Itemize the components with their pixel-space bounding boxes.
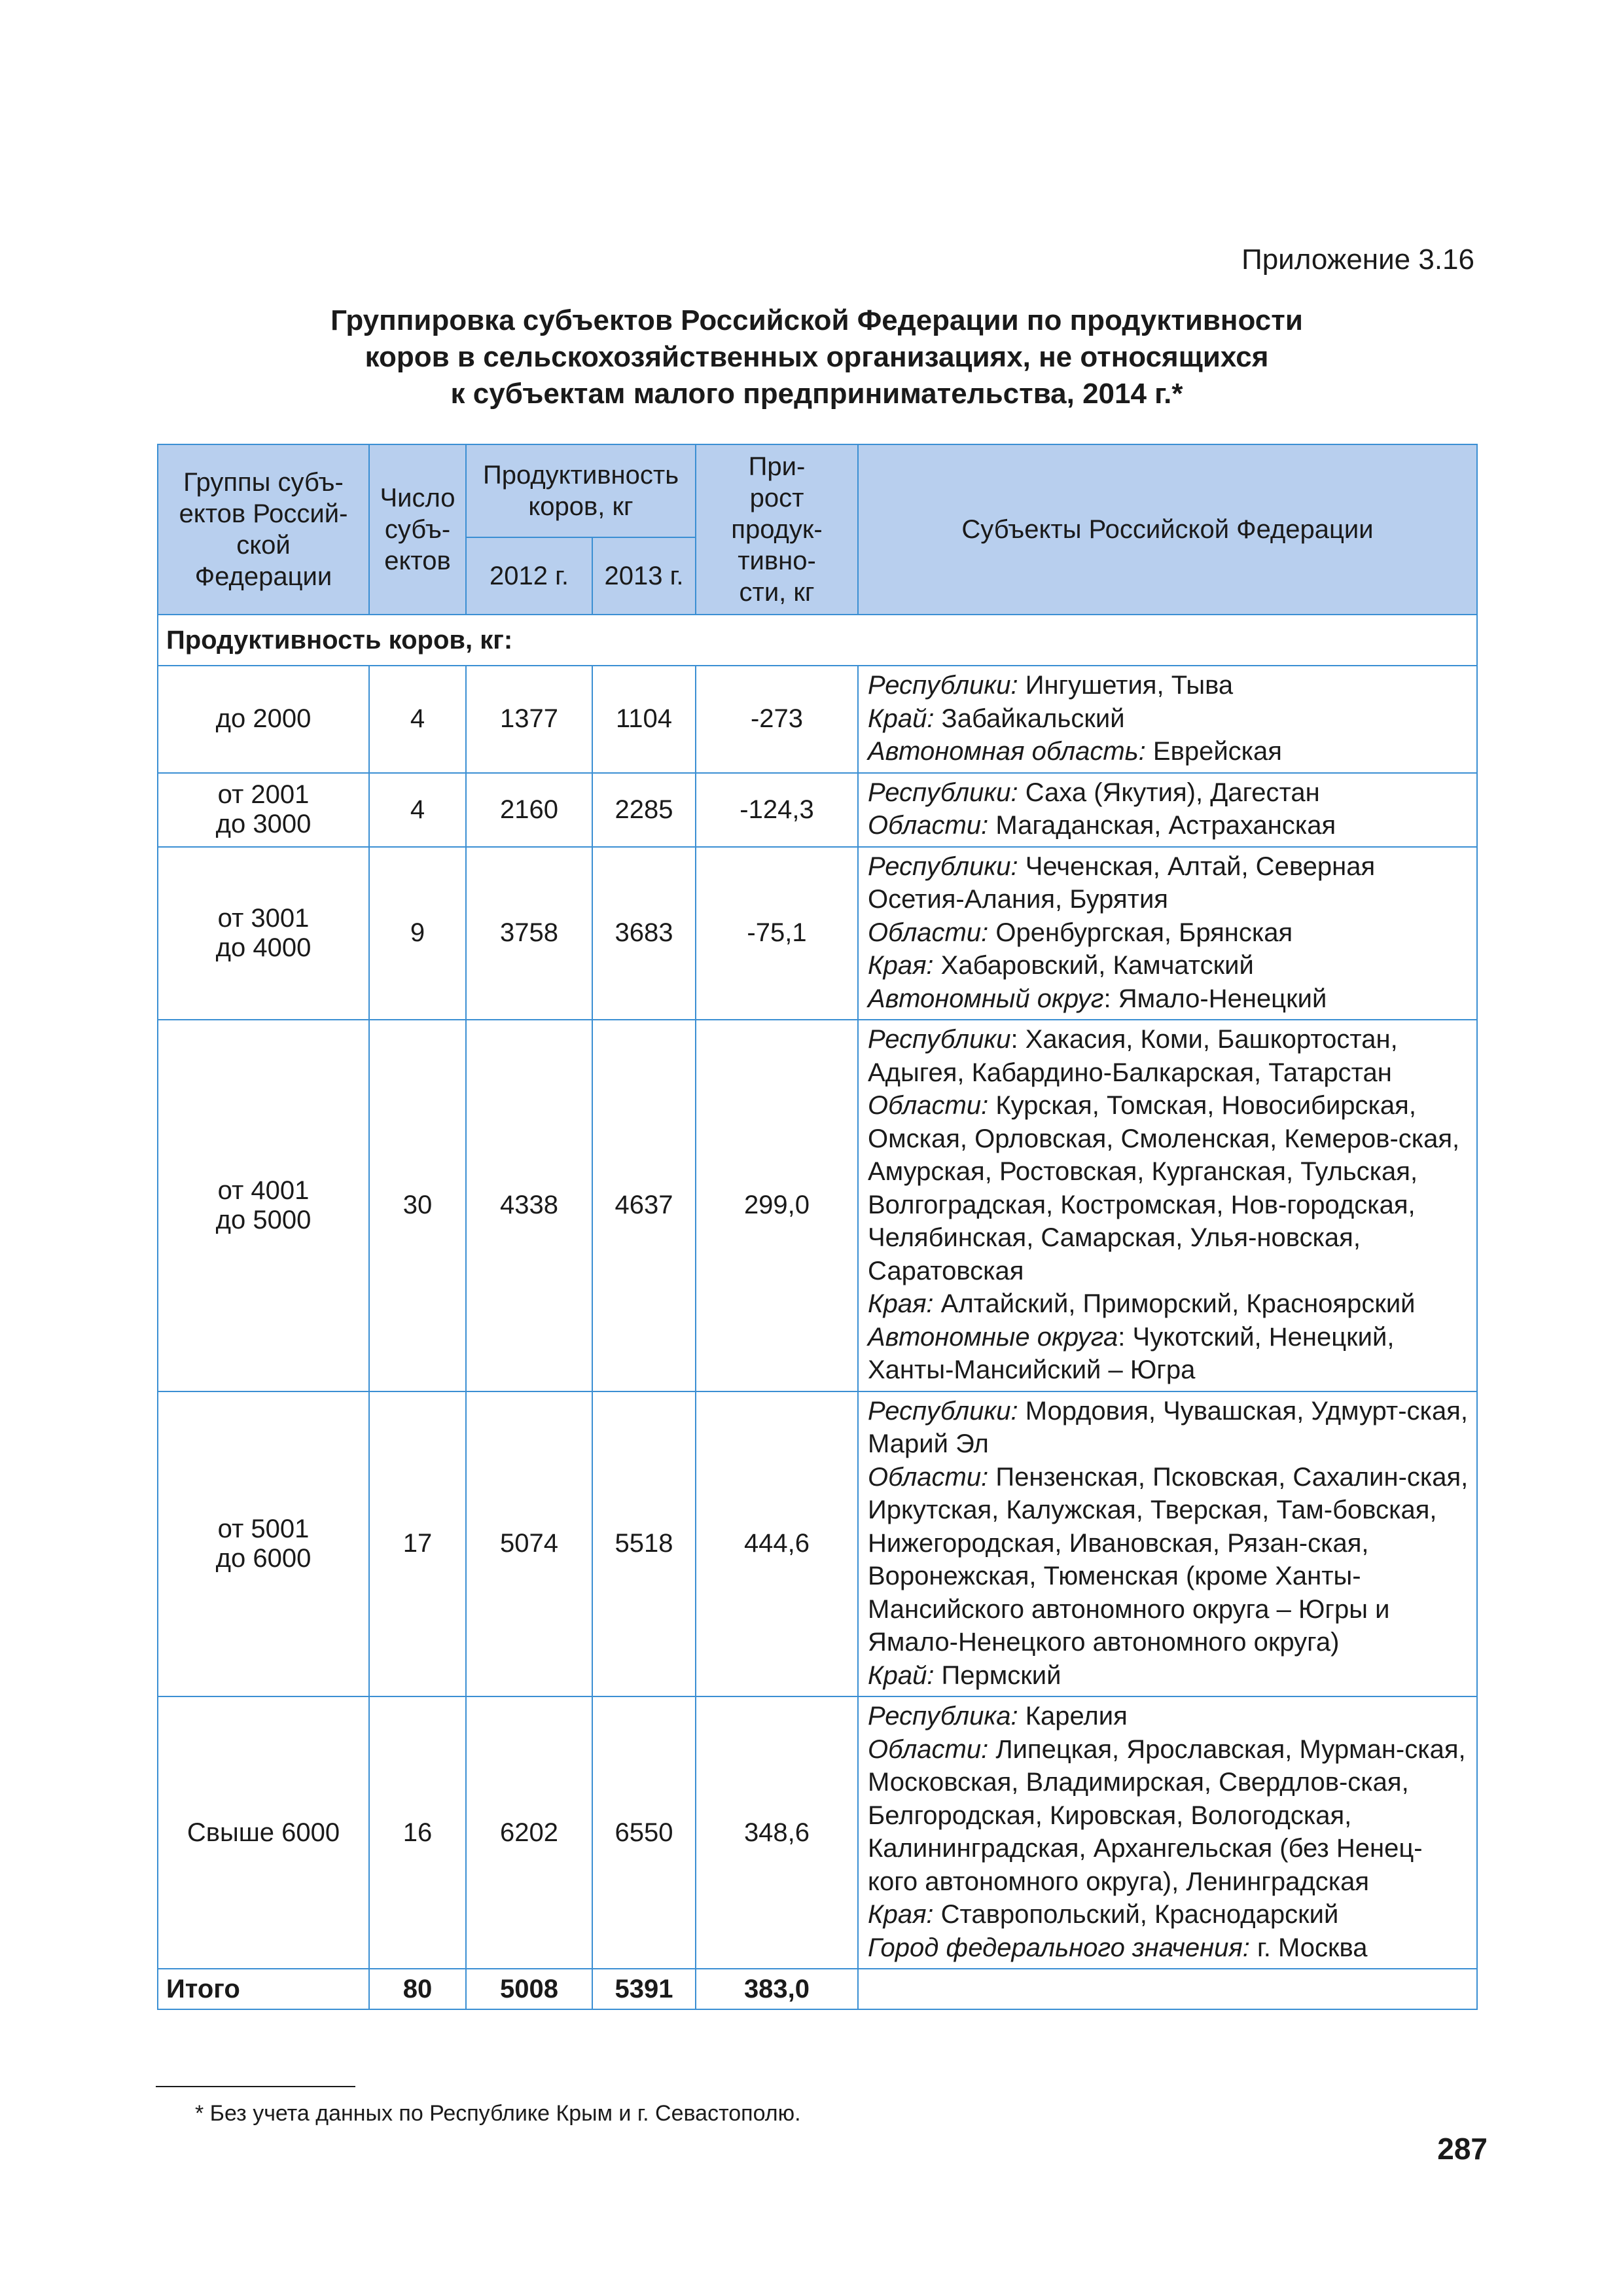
growth-cell: -273: [696, 666, 858, 773]
header-productivity: Продуктивность коров, кг: [466, 444, 696, 537]
subject-list: Карелия: [1018, 1702, 1128, 1731]
subject-list: Ингушетия, Тыва: [1018, 671, 1234, 700]
group-cell: [158, 1391, 369, 1697]
subject-list: : Хакасия, Коми, Башкортостан, Адыгея, Кабардино-Балкарская, Татарстан: [868, 1025, 1398, 1087]
table-row: [158, 1391, 1477, 1697]
total-2012: 5008: [466, 1969, 592, 2009]
subject-entry: [868, 1395, 1470, 1461]
value-2012-cell: 2160: [466, 773, 592, 847]
subject-list: Пензенская, Псковская, Сахалин-ская, Иркутская, Калужская, Тверская, Там-бовская, Нижегородская, Ивановская, Рязан-ская, Воронежская, Тюменская (кроме Ханты-Мансийского автономного округа – Югры и Ямало-Ненецкого автономного округа): [868, 1462, 1469, 1657]
subject-entry: [868, 1023, 1470, 1089]
count-cell: 4: [369, 773, 466, 847]
table-row: [158, 666, 1477, 773]
growth-cell: -124,3: [696, 773, 858, 847]
value-2012-cell: 4338: [466, 1020, 592, 1391]
subject-category: Края:: [868, 1289, 934, 1318]
value-2013-cell: 6550: [592, 1696, 696, 1969]
subject-category: Республика:: [868, 1702, 1018, 1731]
subject-entry: [868, 916, 1470, 950]
group-cell: [158, 773, 369, 847]
value-2012-cell: 3758: [466, 847, 592, 1020]
subject-list: Забайкальский: [934, 704, 1125, 733]
appendix-label: Приложение 3.16: [1241, 243, 1474, 276]
subject-category: Республики:: [868, 852, 1018, 881]
group-cell: [158, 666, 369, 773]
total-growth: 383,0: [696, 1969, 858, 2009]
subject-entry: [868, 1700, 1470, 1733]
total-label: Итого: [158, 1969, 369, 2009]
group-cell: [158, 847, 369, 1020]
group-line: до 2000: [215, 704, 312, 734]
subject-category: Край:: [868, 1660, 935, 1690]
subject-list: Оренбургская, Брянская: [988, 918, 1293, 947]
subjects-cell: [858, 666, 1477, 773]
count-cell: 4: [369, 666, 466, 773]
subject-entry: [868, 1321, 1470, 1387]
subjects-cell: [858, 773, 1477, 847]
subject-category: Республики: [868, 1025, 1011, 1054]
count-cell: 16: [369, 1696, 466, 1969]
page-title: [157, 302, 1476, 412]
subject-entry: [868, 776, 1470, 810]
total-row: [158, 1969, 1477, 2009]
subject-list: Курская, Томская, Новосибирская, Омская, Орловская, Смоленская, Кемеров-ская, Амурская, Ростовская, Курганская, Тульская, Волгоградская, Костромская, Нов-городская, Челябинская, Самарская, Улья-новская, Саратовская: [868, 1091, 1460, 1285]
subject-entry: [868, 1733, 1470, 1899]
subject-list: : Чукотский, Ненецкий, Ханты-Мансийский – Югра: [868, 1322, 1395, 1384]
header-2013: 2013 г.: [592, 537, 696, 615]
subject-category: Край:: [868, 704, 935, 733]
subject-category: Республики:: [868, 671, 1018, 700]
group-line: от 2001: [217, 780, 310, 809]
title-line-3: к субъектам малого предпринимательства, 2014 г.*: [450, 378, 1183, 410]
subject-entry: [868, 1931, 1470, 1965]
value-2013-cell: 5518: [592, 1391, 696, 1697]
growth-cell: -75,1: [696, 847, 858, 1020]
title-line-1: Группировка субъектов Российской Федерации по продуктивности: [330, 304, 1303, 336]
subject-category: Края:: [868, 951, 934, 980]
subject-category: Республики:: [868, 778, 1018, 807]
group-line: до 6000: [215, 1543, 312, 1573]
header-count: Число субъ- ектов: [369, 444, 466, 615]
subject-list: Саха (Якутия), Дагестан: [1018, 778, 1320, 807]
subject-list: Чеченская, Алтай, Северная Осетия-Алания, Бурятия: [868, 852, 1376, 914]
footnote: * Без учета данных по Республике Крым и г. Севастополю.: [195, 2101, 801, 2126]
count-cell: 30: [369, 1020, 466, 1391]
subject-category: Автономные округа: [868, 1322, 1118, 1352]
subject-category: Области:: [868, 1734, 989, 1764]
subjects-cell: [858, 1696, 1477, 1969]
table-row: [158, 1020, 1477, 1391]
growth-cell: 348,6: [696, 1696, 858, 1969]
subject-category: Республики:: [868, 1396, 1018, 1426]
header-growth: При- рост продук- тивно- сти, кг: [696, 444, 858, 615]
footnote-divider: [156, 2086, 355, 2087]
subjects-cell: [858, 847, 1477, 1020]
title-line-2: коров в сельскохозяйственных организациях, не относящихся: [365, 341, 1269, 373]
subject-list: Хабаровский, Камчатский: [933, 951, 1254, 980]
subjects-cell: [858, 1391, 1477, 1697]
subject-category: Области:: [868, 918, 989, 947]
subject-category: Автономный округ: [868, 984, 1104, 1013]
group-line: от 3001: [217, 903, 310, 933]
subject-category: Области:: [868, 1091, 989, 1120]
group-line: Свыше 6000: [187, 1818, 340, 1847]
subject-entry: [868, 982, 1470, 1016]
subject-list: Магаданская, Астраханская: [988, 811, 1336, 840]
header-groups: Группы субъ- ектов Россий- ской Федерации: [158, 444, 369, 615]
header-subjects: Субъекты Российской Федерации: [858, 444, 1477, 615]
subject-entry: [868, 669, 1470, 702]
group-line: до 4000: [215, 933, 312, 962]
group-line: от 5001: [217, 1514, 310, 1543]
growth-cell: 299,0: [696, 1020, 858, 1391]
total-subjects-empty: [858, 1969, 1477, 2009]
growth-cell: 444,6: [696, 1391, 858, 1697]
value-2012-cell: 6202: [466, 1696, 592, 1969]
value-2012-cell: 1377: [466, 666, 592, 773]
subject-entry: [868, 1898, 1470, 1931]
subject-list: Алтайский, Приморский, Красноярский: [933, 1289, 1416, 1318]
productivity-table: [157, 444, 1478, 2010]
section-label: Продуктивность коров, кг:: [158, 615, 1477, 666]
group-line: до 5000: [215, 1205, 312, 1234]
subject-category: Город федерального значения:: [868, 1933, 1250, 1962]
value-2013-cell: 1104: [592, 666, 696, 773]
subject-list: Ставропольский, Краснодарский: [933, 1900, 1339, 1929]
value-2013-cell: 2285: [592, 773, 696, 847]
subject-list: : Ямало-Ненецкий: [1103, 984, 1327, 1013]
subject-list: Мордовия, Чувашская, Удмурт-ская, Марий Эл: [868, 1396, 1468, 1458]
value-2013-cell: 4637: [592, 1020, 696, 1391]
subject-list: Пермский: [934, 1660, 1061, 1690]
subject-list: Липецкая, Ярославская, Мурман-ская, Московская, Владимирская, Свердлов-ская, Белгородская, Кировская, Вологодская, Калининградская, Архангельская (без Ненец-кого автономного округа), Ленинградская: [868, 1734, 1466, 1896]
subject-entry: [868, 1287, 1470, 1321]
total-2013: 5391: [592, 1969, 696, 2009]
subject-category: Области:: [868, 811, 989, 840]
group-line: до 3000: [215, 810, 312, 838]
subject-list: г. Москва: [1249, 1933, 1368, 1962]
subject-entry: [868, 1461, 1470, 1659]
value-2012-cell: 5074: [466, 1391, 592, 1697]
subject-category: Края:: [868, 1900, 934, 1929]
group-line: от 4001: [217, 1175, 310, 1205]
count-cell: 9: [369, 847, 466, 1020]
subject-entry: [868, 850, 1470, 916]
subjects-cell: [858, 1020, 1477, 1391]
table-row: [158, 847, 1477, 1020]
subject-entry: [868, 1659, 1470, 1693]
subject-entry: [868, 1089, 1470, 1287]
group-cell: [158, 1020, 369, 1391]
value-2013-cell: 3683: [592, 847, 696, 1020]
subject-entry: [868, 809, 1470, 842]
total-count: 80: [369, 1969, 466, 2009]
header-2012: 2012 г.: [466, 537, 592, 615]
subject-entry: [868, 949, 1470, 982]
page-number: 287: [1437, 2132, 1488, 2166]
table-row: [158, 773, 1477, 847]
subject-list: Еврейская: [1145, 737, 1282, 766]
group-cell: [158, 1696, 369, 1969]
subject-category: Автономная область:: [868, 737, 1146, 766]
subject-category: Области:: [868, 1462, 989, 1492]
count-cell: 17: [369, 1391, 466, 1697]
subject-entry: [868, 735, 1470, 768]
subject-entry: [868, 702, 1470, 736]
table-row: [158, 1696, 1477, 1969]
